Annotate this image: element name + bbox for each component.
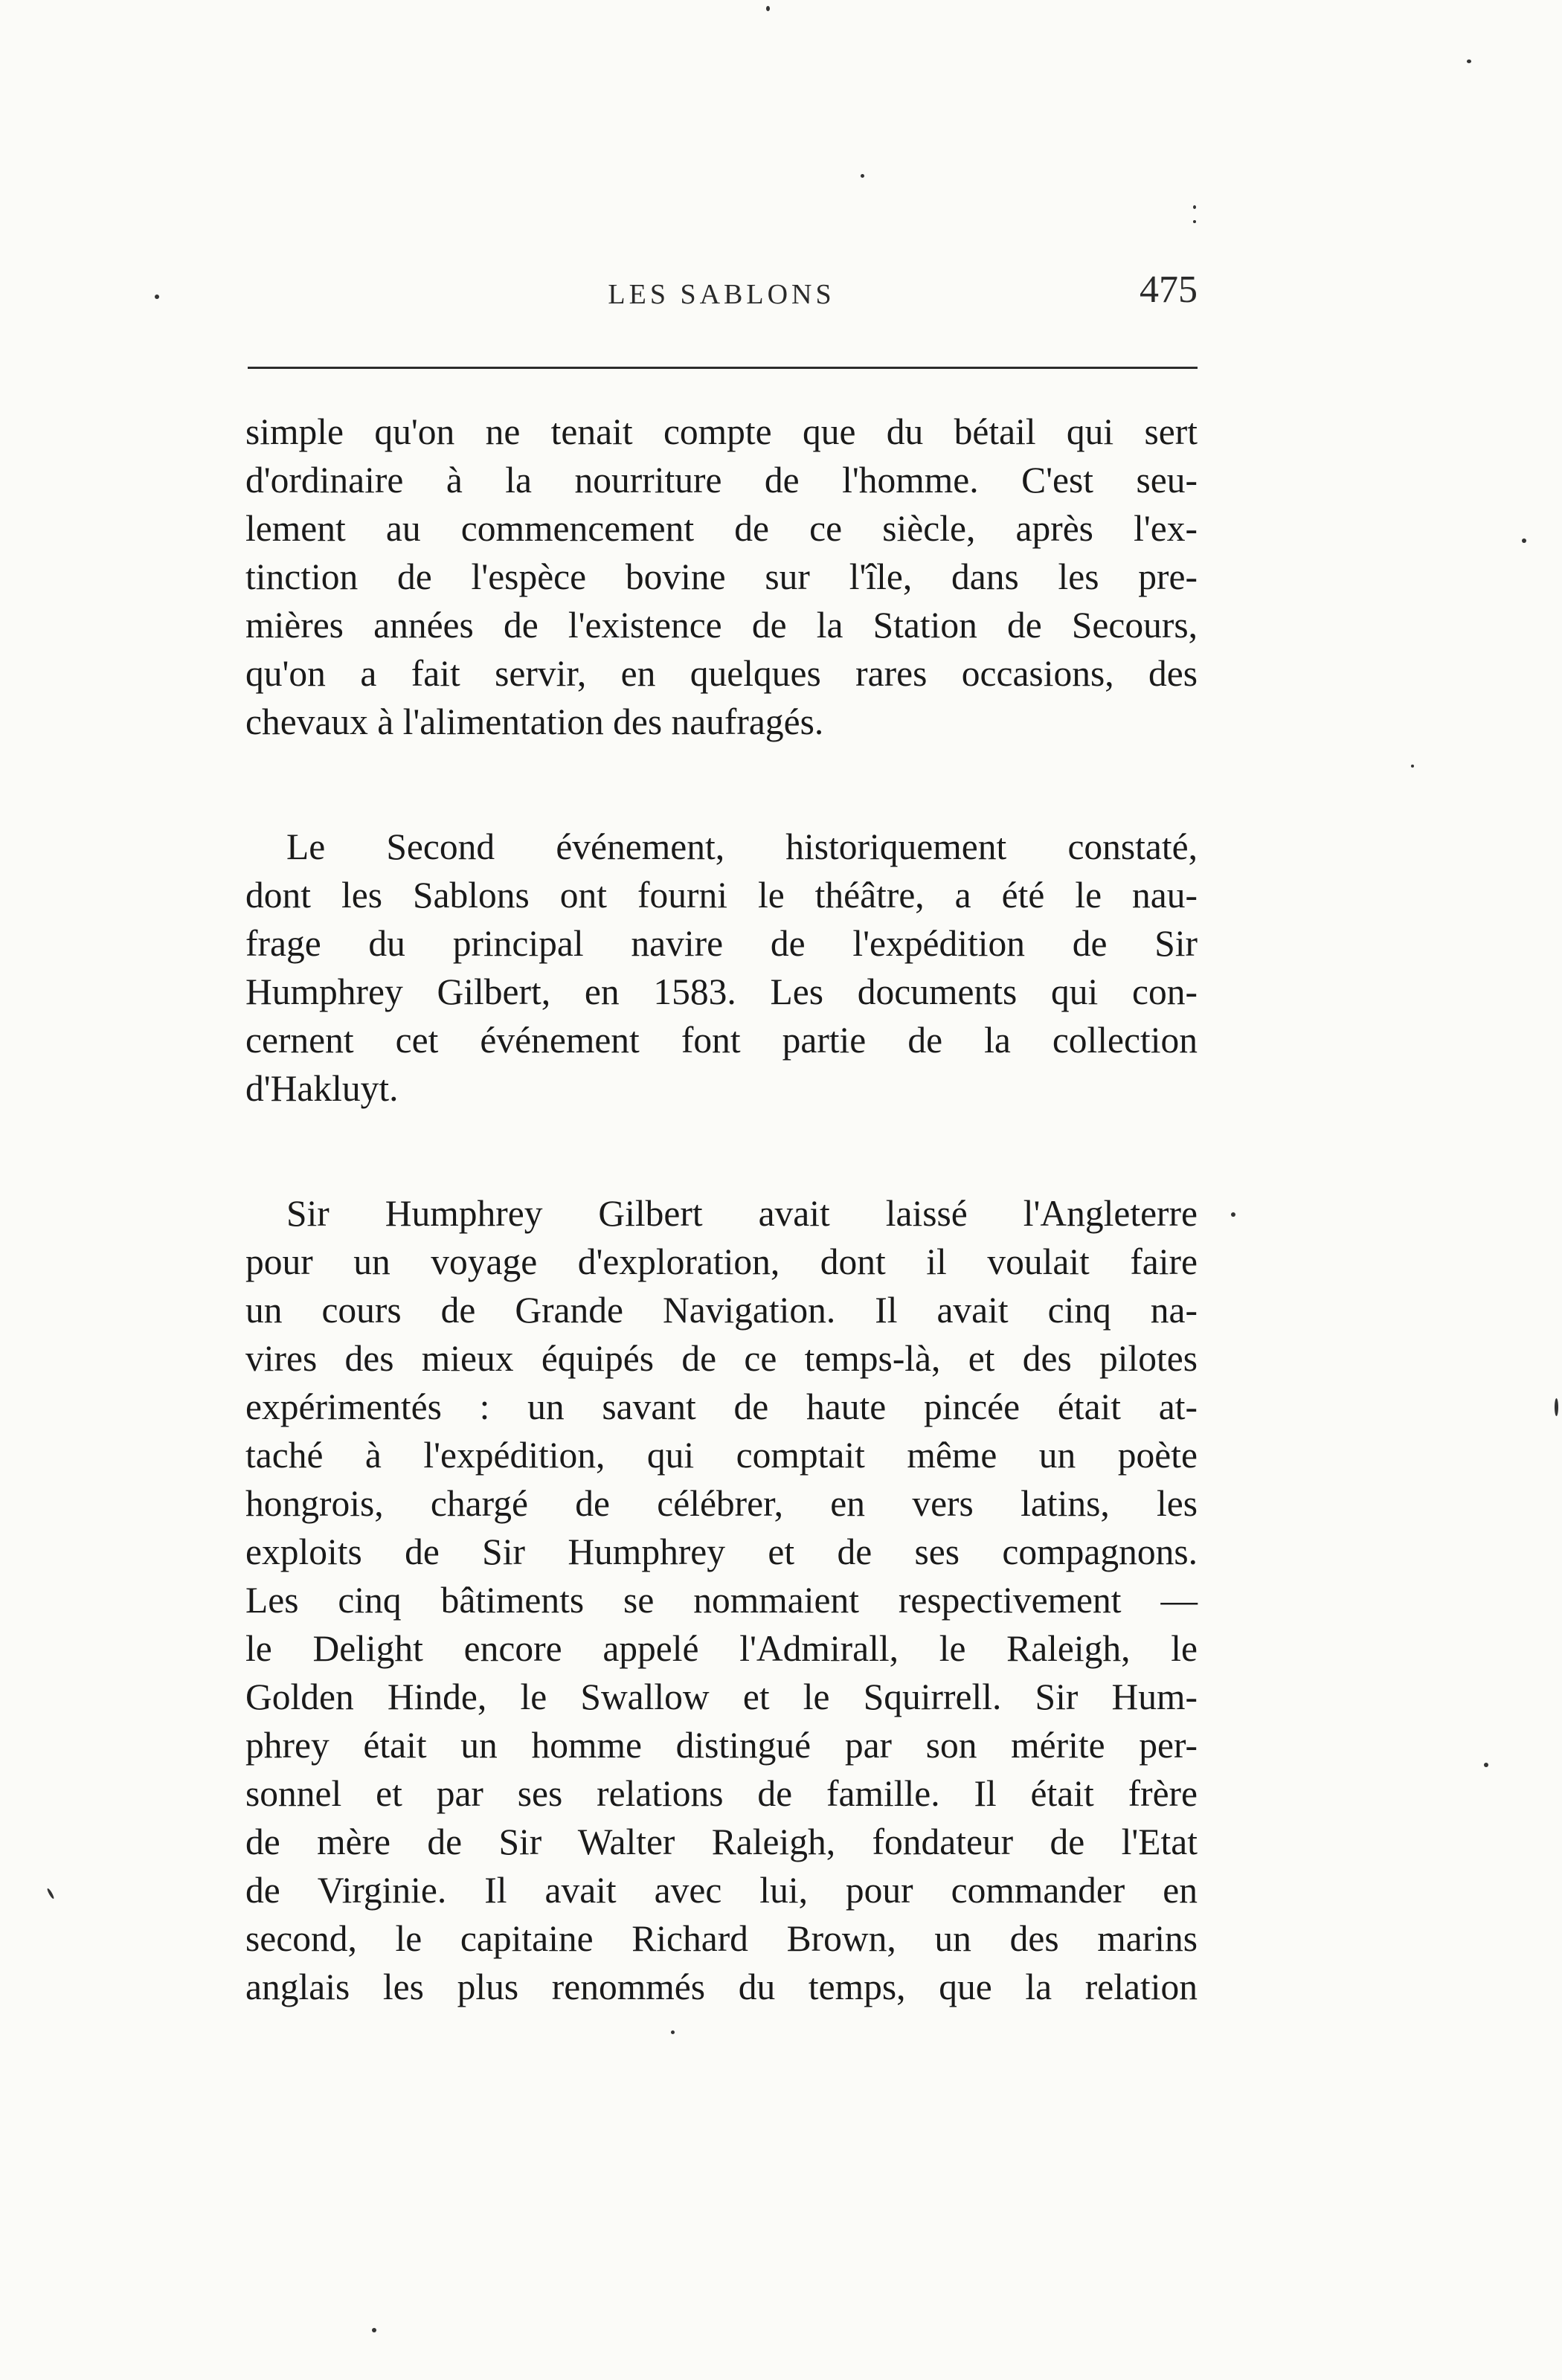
scan-speck: [1411, 765, 1414, 768]
text-line: tinction de l'espèce bovine sur l'île, dans les pre-: [245, 556, 1198, 597]
text-line: de Virginie. Il avait avec lui, pour commander en: [245, 1870, 1198, 1911]
scan-speck: [861, 174, 864, 178]
scan-speck: [1193, 205, 1196, 209]
scan-speck: [372, 2328, 376, 2332]
scan-speck: [1231, 1212, 1235, 1217]
text-line: le Delight encore appelé l'Admirall, le Raleigh, le: [245, 1628, 1198, 1669]
text-line: dont les Sablons ont fourni le théâtre, a été le nau-: [245, 875, 1198, 916]
paragraph-2: [245, 823, 1198, 1113]
scan-speck: [1193, 220, 1196, 223]
text-line: de mère de Sir Walter Raleigh, fondateur de l'Etat: [245, 1821, 1198, 1862]
text-line: chevaux à l'alimentation des naufragés.: [245, 701, 824, 742]
text-line: pour un voyage d'exploration, dont il voulait faire: [245, 1241, 1198, 1282]
text-line: taché à l'expédition, qui comptait même un poète: [245, 1435, 1198, 1476]
scan-speck: [671, 2030, 675, 2034]
text-line: anglais les plus renommés du temps, que la relation: [245, 1966, 1198, 2007]
text-line: un cours de Grande Navigation. Il avait cinq na-: [245, 1290, 1198, 1331]
text-line: cernent cet événement font partie de la collection: [245, 1020, 1198, 1061]
text-line: sonnel et par ses relations de famille. Il était frère: [245, 1773, 1198, 1814]
scan-speck: [766, 6, 770, 11]
paragraph-1: [245, 408, 1198, 746]
text-line: phrey était un homme distingué par son mérite per-: [245, 1725, 1198, 1766]
scan-speck: [1484, 1763, 1488, 1767]
scan-speck: [46, 1888, 54, 1900]
text-line: Humphrey Gilbert, en 1583. Les documents qui con-: [245, 971, 1198, 1012]
text-line: Golden Hinde, le Swallow et le Squirrell. Sir Hum-: [245, 1676, 1198, 1717]
text-line: Sir Humphrey Gilbert avait laissé l'Angleterre: [286, 1193, 1198, 1234]
text-line: vires des mieux équipés de ce temps-là, et des pilotes: [245, 1338, 1198, 1379]
text-line: Les cinq bâtiments se nommaient respectivement —: [245, 1580, 1198, 1621]
text-line: frage du principal navire de l'expédition de Sir: [245, 923, 1198, 964]
page-header: [245, 268, 1198, 320]
scan-speck: [1467, 60, 1471, 63]
text-line: lement au commencement de ce siècle, après l'ex-: [245, 508, 1198, 549]
text-line: simple qu'on ne tenait compte que du bétail qui sert: [245, 411, 1198, 452]
page-number: 475: [1140, 268, 1198, 311]
scan-speck: [155, 295, 159, 299]
text-line: expérimentés : un savant de haute pincée était at-: [245, 1386, 1198, 1427]
text-line: hongrois, chargé de célébrer, en vers latins, les: [245, 1483, 1198, 1524]
scan-speck: [1555, 1398, 1558, 1416]
paragraph-3: [245, 1189, 1198, 2011]
scan-speck: [1522, 538, 1526, 543]
running-title: LES SABLONS: [608, 279, 835, 310]
text-line: second, le capitaine Richard Brown, un des marins: [245, 1918, 1198, 1959]
text-line: qu'on a fait servir, en quelques rares occasions, des: [245, 653, 1198, 694]
header-rule: [248, 367, 1198, 369]
text-line: d'Hakluyt.: [245, 1068, 399, 1109]
text-line: mières années de l'existence de la Station de Secours,: [245, 605, 1198, 646]
text-line: exploits de Sir Humphrey et de ses compagnons.: [245, 1531, 1198, 1572]
body-text: [245, 408, 1198, 2088]
text-line: Le Second événement, historiquement constaté,: [286, 826, 1198, 867]
text-line: d'ordinaire à la nourriture de l'homme. C'est seu-: [245, 460, 1198, 501]
